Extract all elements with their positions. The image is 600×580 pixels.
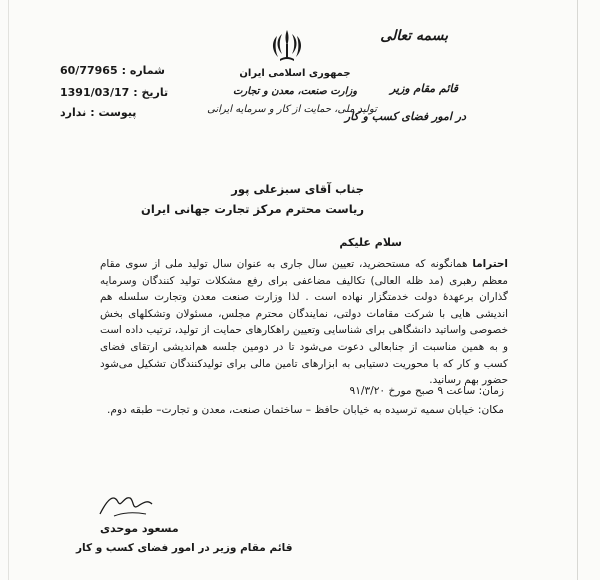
basmala: بسمه تعالی [380, 28, 448, 44]
meta-number [60, 64, 165, 77]
scan-edge-left [8, 0, 9, 580]
meta-date [60, 86, 168, 99]
meta-attachment [60, 106, 136, 119]
meta-number-value: 60/77965 [60, 64, 118, 77]
body-lead: احتراما [472, 258, 508, 270]
addressee-title: ریاست محترم مرکز تجارت جهانی ایران [141, 202, 364, 216]
iran-emblem-icon [270, 26, 304, 66]
meta-date-label: تاریخ : [133, 86, 169, 99]
addressee-name: جناب آقای سبزعلی پور [231, 182, 364, 196]
header-affairs: در امور فضای کسب و کار [344, 110, 466, 123]
meeting-place: مکان: خیابان سمیه ترسیده به خیابان حافظ – ساختمان صنعت، معدن و تجارت– طبقه دوم. [107, 404, 504, 416]
header-deputy: قائم مقام وزیر [389, 82, 458, 95]
meta-date-value: 1391/03/17 [60, 86, 130, 99]
meta-attachment-label: پیوست : [90, 106, 137, 119]
header-division: تولید ملی، حمایت از کار و سرمایه ایرانی [207, 104, 377, 115]
signature-scribble-icon [94, 488, 158, 522]
signature-name: مسعود موحدی [100, 522, 179, 535]
header-ministry: وزارت صنعت، معدن و تجارت [232, 86, 358, 97]
letter-body [100, 256, 508, 389]
meta-number-label: شماره : [121, 64, 165, 77]
greeting: سلام علیکم [339, 236, 402, 249]
meeting-time: زمان: ساعت ۹ صبح مورخ ۹۱/۳/۲۰ [349, 385, 504, 397]
body-text: همانگونه که مستحضرید، تعیین سال جاری به عنوان سال تولید ملی از سوی مقام معظم رهبری (مد ظله العالی) تکالیف مضاعفی برای رفع مشکلات تولید کنندگان وسرمایه گذاران برعهدهٔ دولت خدمتگزار نهاده است . لذا وزارت صنعت معدن وتجارت سلسله هم اندیشی هایی با شرکت مقامات دولتی، نمایندگان محترم مجلس، مسئولان وتشکلهای بخش خصوصی واساتید دانشگاهی برای شناسایی وتعیین راهکارهای حمایت از تولید، ترتیب داده است و به همین مناسبت از جنابعالی دعوت می‌شود تا در دومین جلسه هم‌اندیشی ارتقای فضای کسب و کار که با محوریت دستیابی به ابزارهای تامین مالی برای تولیدکنندگان تشکیل می‌شود حضور بهم رسانید. [100, 258, 508, 387]
scan-edge-right [577, 0, 578, 580]
meta-attachment-value: ندارد [60, 106, 87, 119]
signature-title: قائم مقام وزیر در امور فضای کسب و کار [76, 542, 293, 554]
header-republic: جمهوری اسلامی ایران [239, 68, 351, 79]
